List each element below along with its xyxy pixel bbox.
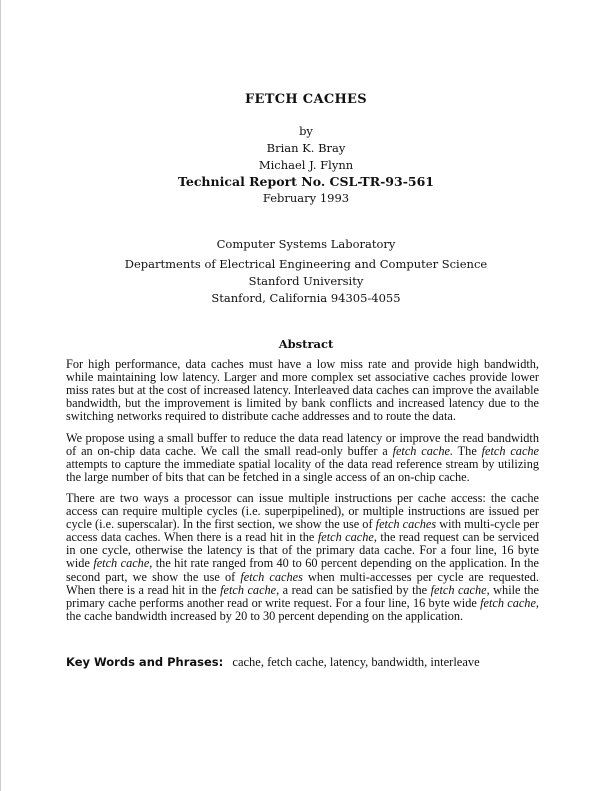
text-run: There are two ways a processor can issue multiple instructions per cache access: the cache access can require multiple cycles (i.e. superpipelined), or multiple instructions are issued per cycle (i.e. superscalar). In the first section, we show the use of [66, 491, 539, 532]
text-run: , while the primary cache performs another read or write request. For a four line, 16 byte wide [66, 582, 539, 610]
text-run: , the read request can be serviced in one cycle, otherwise the latency is that of the primary data cache. For a four line, 16 byte wide [66, 530, 539, 571]
affiliation-address: Stanford, California 94305-4055 [211, 291, 401, 305]
text-run: , a read can be satisfied by the [276, 582, 431, 597]
abstract-paragraph-2 [66, 432, 539, 484]
text-run: , the cache bandwidth increased by 20 to 30 percent depending on the application. [66, 595, 539, 623]
emphasis-term: fetch cache [481, 444, 540, 459]
by-line: by [299, 124, 313, 138]
emphasis-term: fetch cache [220, 582, 277, 597]
abstract-paragraph-1 [66, 358, 539, 423]
abstract-heading: Abstract [278, 337, 334, 351]
text-run: The [453, 444, 482, 459]
author-2: Michael J. Flynn [258, 158, 354, 172]
affiliation-department: Departments of Electrical Engineering and Computer Science [124, 257, 488, 271]
emphasis-term: fetch caches [375, 517, 437, 532]
report-number: Technical Report No. CSL-TR-93-561 [178, 174, 434, 189]
keywords-list: cache, fetch cache, latency, bandwidth, interleave [232, 655, 480, 669]
text-run: We propose using a small buffer to reduce the data read latency or improve the read bandwidth of an on-chip data cache. We call the small read-only buffer a [66, 431, 539, 459]
emphasis-term: fetch cache [480, 595, 536, 610]
abstract-paragraph-3 [66, 492, 539, 623]
emphasis-term: fetch cache [93, 556, 150, 571]
keywords [66, 655, 480, 670]
text-run: when multi-accesses per cycle are requested. When there is a read hit in the [66, 569, 539, 597]
author-1: Brian K. Bray [266, 141, 346, 155]
text-run: with multi-cycle per access data caches. When there is a read hit in the [66, 517, 539, 545]
document-title: FETCH CACHES [245, 92, 367, 107]
emphasis-term: fetch caches [240, 569, 303, 584]
affiliation-lab: Computer Systems Laboratory [216, 237, 396, 251]
emphasis-term: fetch cache [430, 582, 487, 597]
keywords-label: Key Words and Phrases: [66, 655, 224, 669]
text-run: attempts to capture the immediate spatial locality of the data read reference stream by utilizing the large number of bits that can be fetched in a single access of an on-chip cache. [66, 457, 539, 485]
text-run: For high performance, data caches must have a low miss rate and provide high bandwidth, while maintaining low latency. Larger and more complex set associative caches provide lower miss rates but at the cost of increased latency. Interleaved data caches can improve the available bandwidth, but the improvement is limited by bank conflicts and increased latency due to the switching networks required to distribute cache addresses and to route the data. [66, 357, 539, 424]
emphasis-term: fetch cache. [392, 444, 454, 459]
text-run: , the hit rate ranged from 40 to 60 percent depending on the application. In the second part, we show the use of [66, 556, 539, 584]
emphasis-term: fetch cache [317, 530, 374, 545]
affiliation-university: Stanford University [248, 274, 364, 288]
page-edge [0, 0, 1, 791]
report-date: February 1993 [262, 191, 350, 205]
